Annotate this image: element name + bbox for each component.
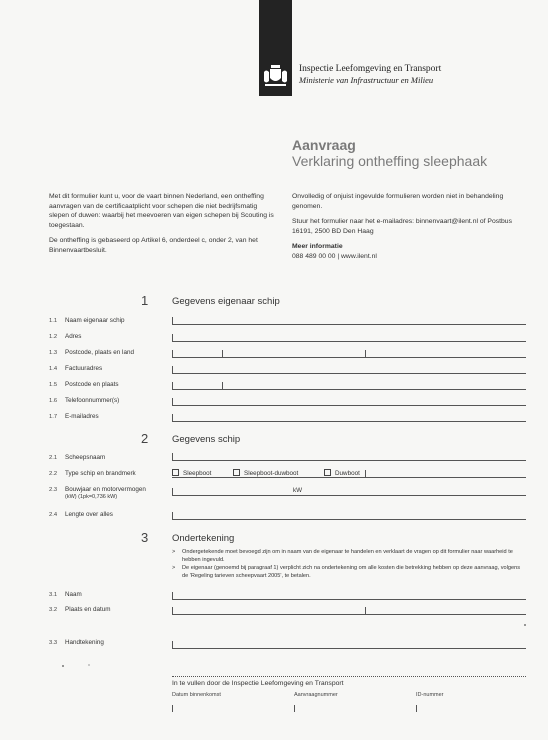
id-number-field[interactable]: [416, 705, 417, 712]
field-tick: [172, 382, 173, 389]
field-label: Naam eigenaar schip: [65, 317, 125, 324]
postcode-city-country-field[interactable]: [172, 357, 526, 358]
field-number: 1.7: [49, 414, 58, 420]
field-number: 2.2: [49, 471, 58, 477]
bullet-arrow-icon: >: [172, 549, 176, 555]
field-label: Plaats en datum: [65, 606, 111, 613]
kw-unit: kW: [293, 487, 303, 494]
field-tick: [172, 488, 173, 495]
field-label: Lengte over alles: [65, 511, 113, 518]
field-number: 1.1: [49, 318, 58, 324]
intro-paragraph: Onvolledig of onjuist ingevulde formulieren worden niet in behandeling genomen.: [292, 193, 504, 210]
intro-paragraph: Stuur het formulier naar het e-mailadres: binnenvaart@ilent.nl of Postbus 16191, 2500 BD Den Haag: [292, 218, 512, 235]
coat-of-arms-icon: [262, 64, 289, 88]
field-divider: [222, 350, 223, 357]
place-date-field[interactable]: [172, 614, 526, 615]
field-number: 1.2: [49, 334, 58, 340]
year-power-field[interactable]: [172, 495, 526, 496]
section-title: Ondertekening: [172, 533, 235, 544]
section-number: 3: [141, 530, 149, 545]
field-label: Factuuradres: [65, 365, 103, 372]
email-field[interactable]: [172, 421, 526, 422]
date-received-field[interactable]: [172, 705, 173, 712]
scan-speck: [62, 665, 64, 667]
field-label: Bouwjaar en motorvermogen: [65, 486, 146, 493]
field-number: 2.1: [49, 455, 58, 461]
field-tick: [172, 607, 173, 614]
field-tick: [172, 334, 173, 341]
field-label: Naam: [65, 591, 82, 598]
section-number: 2: [141, 431, 149, 446]
section-number: 1: [141, 293, 149, 308]
office-col-label: Aanvraagnummer: [294, 692, 338, 698]
field-tick: [172, 317, 173, 324]
office-col-label: Datum binnenkomst: [172, 692, 221, 698]
scan-speck: [88, 664, 90, 666]
org-name: Inspectie Leefomgeving en Transport: [299, 64, 442, 74]
checkbox-duwboot[interactable]: [324, 469, 360, 477]
field-label: Type schip en brandmerk: [65, 470, 136, 477]
field-number: 2.4: [49, 512, 58, 518]
postcode-city-field[interactable]: [172, 389, 526, 390]
form-subtitle: Verklaring ontheffing sleephaak: [292, 153, 488, 169]
checkbox-icon: [172, 469, 179, 476]
field-number: 3.1: [49, 592, 58, 598]
declaration-item: > De eigenaar (genoemd bij paragraaf 1) verplicht zich na ondertekening om alle kosten die betrekking hebben op deze aanvraag, volgens de 'Regeling tarieven scheepvaart 2005', te betalen.: [172, 565, 521, 579]
field-number: 1.3: [49, 350, 58, 356]
invoice-address-field[interactable]: [172, 373, 526, 374]
field-tick: [172, 350, 173, 357]
ship-name-field[interactable]: [172, 460, 526, 461]
field-tick: [172, 641, 173, 648]
field-tick: [172, 453, 173, 460]
bullet-arrow-icon: >: [172, 565, 176, 572]
checkbox-label: Duwboot: [335, 470, 360, 477]
declaration-item: > Ondergetekende moet bevoegd zijn om in naam van de eigenaar te handelen en verklaart de vragen op dit formulier naar waarheid te hebben ingevuld.: [172, 549, 513, 563]
field-label: Postcode en plaats: [65, 381, 119, 388]
field-tick: [172, 512, 173, 519]
more-info-title: Meer informatie: [292, 243, 343, 250]
intro-paragraph: Met dit formulier kunt u, voor de vaart binnen Nederland, een ontheffing aanvragen van de certificaatplicht voor schepen die niet bedrijfsmatig slepen of duwen: waarbij het meevoeren van eigen schepen bij Scouting is toegestaan.: [49, 193, 274, 229]
field-number: 3.3: [49, 640, 58, 646]
field-divider: [365, 607, 366, 614]
intro-right: [292, 192, 524, 261]
type-brand-field[interactable]: [172, 477, 526, 478]
application-number-field[interactable]: [294, 705, 295, 712]
checkbox-label: Sleepboot-duwboot: [244, 470, 299, 477]
office-title: In te vullen door de Inspectie Leefomgeving en Transport: [172, 680, 344, 687]
field-divider: [222, 382, 223, 389]
more-info-text: 088 489 00 00 | www.ilent.nl: [292, 252, 377, 260]
office-divider: [172, 676, 526, 677]
scan-speck: [524, 624, 526, 626]
field-number: 3.2: [49, 607, 58, 613]
field-sublabel: (kW) (1pk=0,736 kW): [65, 494, 118, 500]
field-number: 1.4: [49, 366, 58, 372]
office-col-label: ID-nummer: [416, 692, 444, 698]
field-tick: [172, 398, 173, 405]
declaration-list: [172, 549, 526, 581]
field-label: Postcode, plaats en land: [65, 349, 134, 356]
section-title: Gegevens eigenaar schip: [172, 296, 280, 307]
name-owner-field[interactable]: [172, 324, 526, 325]
checkbox-icon: [233, 469, 240, 476]
checkbox-sleepboot-duwboot[interactable]: [233, 469, 298, 477]
field-label: Adres: [65, 333, 82, 340]
checkbox-icon: [324, 469, 331, 476]
length-field[interactable]: [172, 519, 526, 520]
signature-field[interactable]: [172, 648, 526, 649]
intro-left: [49, 192, 279, 261]
section-title: Gegevens schip: [172, 434, 241, 445]
checkbox-label: Sleepboot: [183, 470, 212, 477]
field-number: 1.5: [49, 382, 58, 388]
field-tick: [172, 592, 173, 599]
field-number: 1.6: [49, 398, 58, 404]
field-label: Telefoonnummer(s): [65, 397, 120, 404]
field-label: E-mailadres: [65, 413, 99, 420]
signer-name-field[interactable]: [172, 599, 526, 600]
field-tick: [172, 414, 173, 421]
field-divider: [365, 350, 366, 357]
checkbox-sleepboot[interactable]: [172, 469, 211, 477]
field-number: 2.3: [49, 487, 58, 493]
phone-field[interactable]: [172, 405, 526, 406]
field-label: Handtekening: [65, 639, 104, 646]
address-field[interactable]: [172, 341, 526, 342]
intro-paragraph: De ontheffing is gebaseerd op Artikel 6, onderdeel c, onder 2, van het Binnenvaartbesluit.: [49, 237, 258, 254]
field-tick: [172, 366, 173, 373]
form-title: Aanvraag: [292, 137, 356, 153]
field-label: Scheepsnaam: [65, 454, 106, 461]
field-divider: [365, 470, 366, 477]
ministry-name: Ministerie van Infrastructuur en Milieu: [299, 75, 434, 85]
